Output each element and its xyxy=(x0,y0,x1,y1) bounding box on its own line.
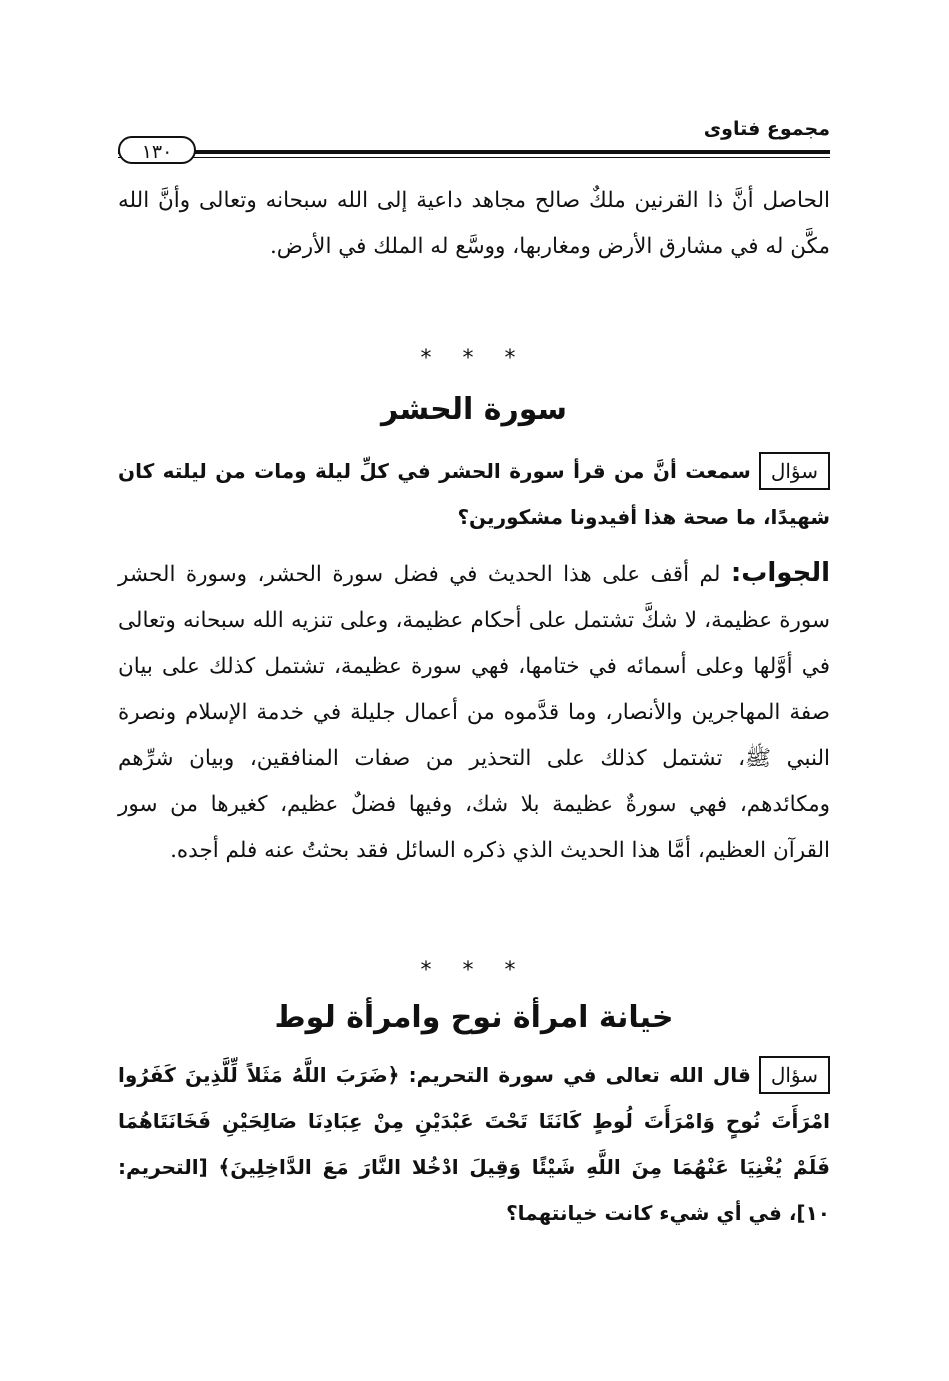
question-text: سمعت أنَّ من قرأ سورة الحشر في كلِّ ليلة ومات من ليلته كان شهيدًا، ما صحة هذا أفيدونا مشكورين؟ xyxy=(118,459,830,529)
answer-label: الجواب: xyxy=(730,558,830,588)
section-title-hashr: سورة الحشر xyxy=(380,392,568,427)
page-header xyxy=(118,110,830,163)
page-number: ١٣٠ xyxy=(118,136,196,164)
header-rule-thick xyxy=(118,150,830,154)
question-text: قال الله تعالى في سورة التحريم: ﴿ضَرَبَ اللَّهُ مَثَلاً لِّلَّذِينَ كَفَرُوا امْرَأَتَ نُوحٍ وَامْرَأَتَ لُوطٍ كَانَتَا تَحْتَ عَبْدَيْنِ مِنْ عِبَادِنَا صَالِحَيْنِ فَخَانَتَاهُمَا فَلَمْ يُغْنِيَا عَنْهُمَا مِنَ اللَّهِ شَيْئًا وَقِيلَ ادْخُلا النَّارَ مَعَ الدَّاخِلِينَ﴾ [التحريم: ١٠]، في أي شيء كانت خيانتهما؟ xyxy=(118,1063,830,1225)
question-betrayal xyxy=(118,1052,830,1236)
question-label: سؤال xyxy=(759,1056,830,1094)
section-separator-1: * * * xyxy=(420,346,528,371)
running-title: مجموع فتاوى xyxy=(703,118,830,140)
answer-hashr xyxy=(118,550,830,874)
section-title-betrayal: خيانة امرأة نوح وامرأة لوط xyxy=(274,1000,674,1035)
intro-paragraph: الحاصل أنَّ ذا القرنين ملكٌ صالح مجاهد داعية إلى الله سبحانه وتعالى وأنَّ الله مكَّن له في مشارق الأرض ومغاربها، ووسَّع له الملك في الأرض. xyxy=(118,188,830,259)
question-hashr xyxy=(118,448,830,540)
header-rule-thin xyxy=(118,157,830,158)
answer-text: لم أقف على هذا الحديث في فضل سورة الحشر، وسورة الحشر سورة عظيمة، لا شكَّ تشتمل على أحكام عظيمة، وعلى تنزيه الله سبحانه وتعالى في أوَّلها وعلى أسمائه في ختامها، فهي سورة عظيمة، تشتمل كذلك على بيان صفة المهاجرين والأنصار، وما قدَّموه من أعمال جليلة في خدمة الإسلام ونصرة النبي ﷺ، تشتمل كذلك على التحذير من صفات المنافقين، وبيان شرِّهم ومكائدهم، فهي سورةٌ عظيمة بلا شك، وفيها فضلٌ عظيم، كغيرها من سور القرآن العظيم، أمَّا هذا الحديث الذي ذكره السائل فقد بحثتُ عنه فلم أجده. xyxy=(118,562,830,863)
section-separator-2: * * * xyxy=(420,958,528,983)
question-label: سؤال xyxy=(759,452,830,490)
